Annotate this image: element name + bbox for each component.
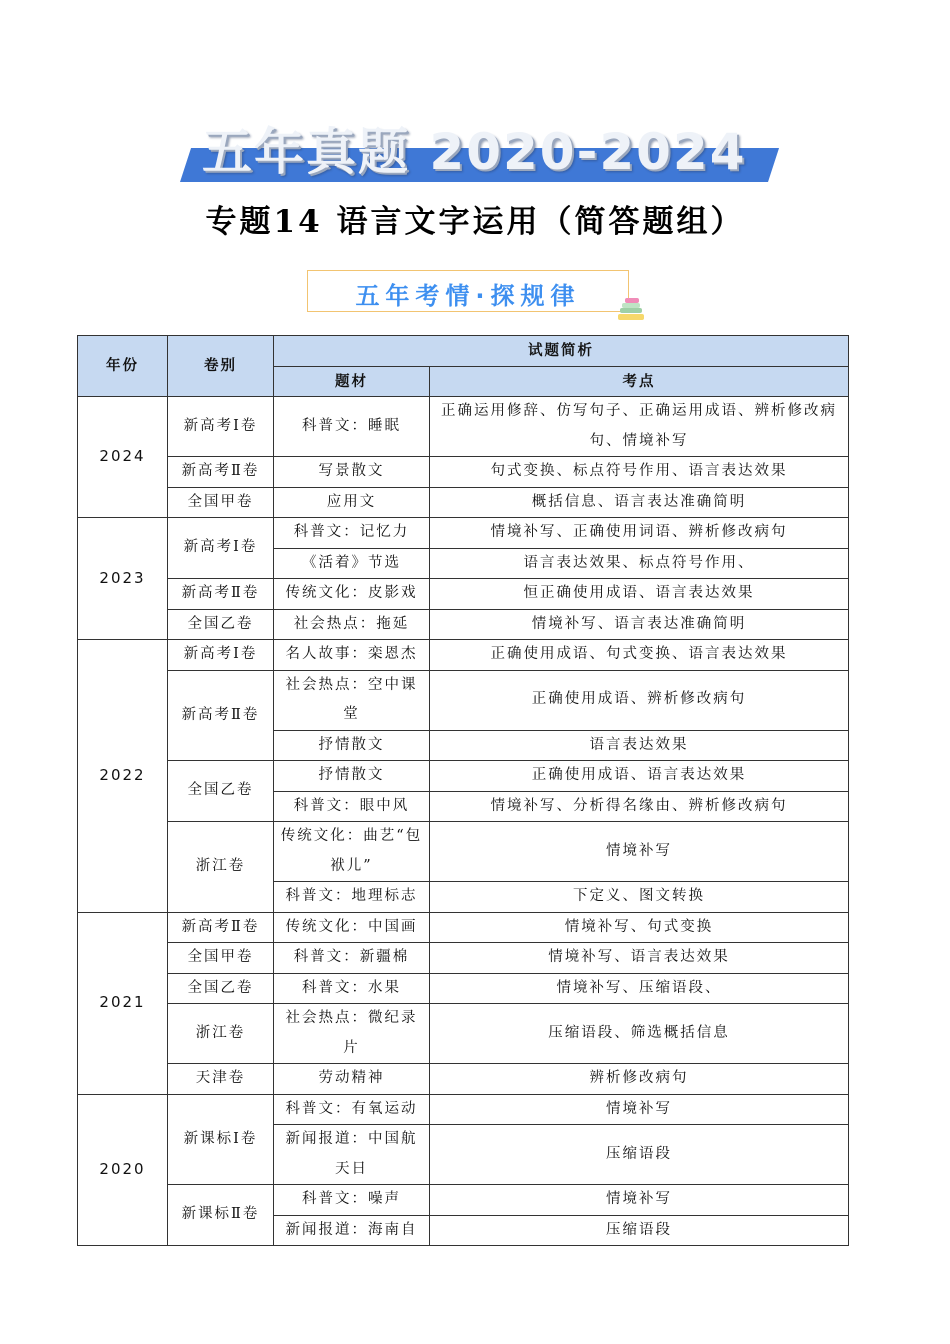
material-cell: 科普文：记忆力 xyxy=(274,518,430,549)
paper-cell: 新高考Ⅱ卷 xyxy=(168,670,274,761)
material-cell: 科普文：噪声 xyxy=(274,1185,430,1216)
table-row xyxy=(78,822,849,882)
material-cell: 传统文化：皮影戏 xyxy=(274,579,430,610)
points-cell: 情境补写 xyxy=(430,822,849,882)
header-year: 年份 xyxy=(78,336,168,397)
points-cell: 正确使用成语、辨析修改病句 xyxy=(430,670,849,730)
material-cell: 社会热点：拖延 xyxy=(274,609,430,640)
material-cell: 抒情散文 xyxy=(274,761,430,792)
paper-cell: 全国乙卷 xyxy=(168,761,274,822)
points-cell: 压缩语段 xyxy=(430,1125,849,1185)
material-cell: 写景散文 xyxy=(274,457,430,488)
paper-cell: 全国乙卷 xyxy=(168,973,274,1004)
table-row xyxy=(78,1064,849,1095)
points-cell: 正确使用成语、句式变换、语言表达效果 xyxy=(430,640,849,671)
paper-cell: 新高考Ⅰ卷 xyxy=(168,397,274,457)
points-cell: 情境补写、句式变换 xyxy=(430,912,849,943)
paper-cell: 新高考Ⅱ卷 xyxy=(168,579,274,610)
material-cell: 传统文化：中国画 xyxy=(274,912,430,943)
points-cell: 情境补写、语言表达效果 xyxy=(430,943,849,974)
material-cell: 劳动精神 xyxy=(274,1064,430,1095)
paper-cell: 新课标Ⅰ卷 xyxy=(168,1094,274,1185)
table-row xyxy=(78,912,849,943)
table-row xyxy=(78,487,849,518)
table-row xyxy=(78,761,849,792)
year-cell: 2023 xyxy=(78,518,168,640)
section-header xyxy=(307,270,629,312)
material-cell: 应用文 xyxy=(274,487,430,518)
table-row xyxy=(78,1185,849,1216)
table-row xyxy=(78,943,849,974)
table-row xyxy=(78,1004,849,1064)
banner xyxy=(180,118,770,184)
paper-cell: 全国甲卷 xyxy=(168,487,274,518)
paper-cell: 新高考Ⅱ卷 xyxy=(168,457,274,488)
points-cell: 情境补写、语言表达准确简明 xyxy=(430,609,849,640)
points-cell: 辨析修改病句 xyxy=(430,1064,849,1095)
paper-cell: 新高考Ⅱ卷 xyxy=(168,912,274,943)
table-row xyxy=(78,670,849,730)
banner-title: 五年真题 2020-2024 xyxy=(202,123,747,181)
table-row xyxy=(78,973,849,1004)
document-title: 专题14 语言文字运用（简答题组） xyxy=(205,204,745,240)
material-cell: 科普文：有氧运动 xyxy=(274,1094,430,1125)
material-cell: 科普文：地理标志 xyxy=(274,882,430,913)
exam-analysis-table xyxy=(77,335,849,1246)
material-cell: 新闻报道：中国航天日 xyxy=(274,1125,430,1185)
paper-cell: 天津卷 xyxy=(168,1064,274,1095)
material-cell: 新闻报道：海南自 xyxy=(274,1215,430,1246)
points-cell: 概括信息、语言表达准确简明 xyxy=(430,487,849,518)
material-cell: 《活着》节选 xyxy=(274,548,430,579)
table-row xyxy=(78,579,849,610)
table-row xyxy=(78,397,849,457)
paper-cell: 新高考Ⅰ卷 xyxy=(168,640,274,671)
material-cell: 名人故事：栾恩杰 xyxy=(274,640,430,671)
material-cell: 传统文化：曲艺“包袱儿” xyxy=(274,822,430,882)
paper-cell: 新课标Ⅱ卷 xyxy=(168,1185,274,1246)
year-cell: 2022 xyxy=(78,640,168,913)
material-cell: 社会热点：微纪录片 xyxy=(274,1004,430,1064)
points-cell: 情境补写、压缩语段、 xyxy=(430,973,849,1004)
header-paper: 卷别 xyxy=(168,336,274,397)
table-row xyxy=(78,609,849,640)
material-cell: 科普文：眼中风 xyxy=(274,791,430,822)
points-cell: 语言表达效果、标点符号作用、 xyxy=(430,548,849,579)
table-row xyxy=(78,457,849,488)
paper-cell: 浙江卷 xyxy=(168,1004,274,1064)
header-points: 考点 xyxy=(430,366,849,397)
points-cell: 情境补写、分析得名缘由、辨析修改病句 xyxy=(430,791,849,822)
table-row xyxy=(78,1094,849,1125)
points-cell: 恒正确使用成语、语言表达效果 xyxy=(430,579,849,610)
header-material: 题材 xyxy=(274,366,430,397)
paper-cell: 新高考Ⅰ卷 xyxy=(168,518,274,579)
table-row xyxy=(78,640,849,671)
paper-cell: 全国甲卷 xyxy=(168,943,274,974)
table-row xyxy=(78,518,849,549)
points-cell: 压缩语段、筛选概括信息 xyxy=(430,1004,849,1064)
year-cell: 2020 xyxy=(78,1094,168,1246)
points-cell: 情境补写、正确使用词语、辨析修改病句 xyxy=(430,518,849,549)
material-cell: 社会热点：空中课堂 xyxy=(274,670,430,730)
paper-cell: 浙江卷 xyxy=(168,822,274,913)
points-cell: 下定义、图文转换 xyxy=(430,882,849,913)
year-cell: 2024 xyxy=(78,397,168,518)
points-cell: 情境补写 xyxy=(430,1094,849,1125)
points-cell: 情境补写 xyxy=(430,1185,849,1216)
points-cell: 压缩语段 xyxy=(430,1215,849,1246)
points-cell: 句式变换、标点符号作用、语言表达效果 xyxy=(430,457,849,488)
paper-cell: 全国乙卷 xyxy=(168,609,274,640)
points-cell: 正确运用修辞、仿写句子、正确运用成语、辨析修改病句、情境补写 xyxy=(430,397,849,457)
points-cell: 正确使用成语、语言表达效果 xyxy=(430,761,849,792)
material-cell: 科普文：新疆棉 xyxy=(274,943,430,974)
points-cell: 语言表达效果 xyxy=(430,730,849,761)
year-cell: 2021 xyxy=(78,912,168,1094)
material-cell: 科普文：睡眠 xyxy=(274,397,430,457)
material-cell: 科普文：水果 xyxy=(274,973,430,1004)
header-analysis: 试题简析 xyxy=(274,336,849,367)
books-icon xyxy=(617,297,647,321)
section-label: 五年考情·探规律 xyxy=(355,282,581,310)
material-cell: 抒情散文 xyxy=(274,730,430,761)
